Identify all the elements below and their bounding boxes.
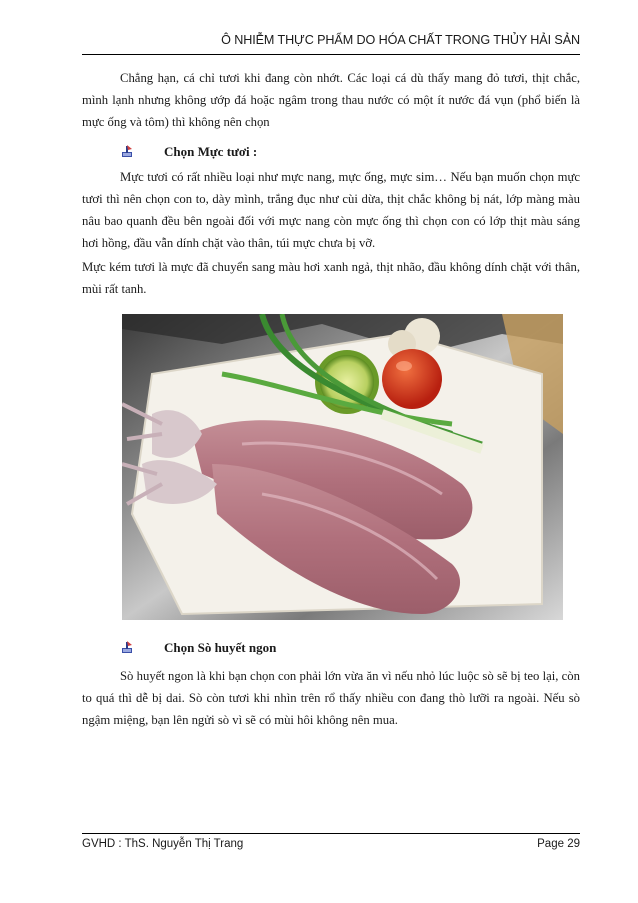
header-divider — [82, 54, 580, 55]
squid-heading — [120, 144, 257, 160]
squid-photo — [122, 314, 563, 620]
squid-paragraph-2: Mực kém tươi là mực đã chuyển sang màu hơi xanh ngả, thịt nhão, đầu không dính chặt với thân, mùi rất tanh. — [82, 260, 580, 296]
page-footer — [82, 838, 580, 850]
squid-paragraph-1: Mực tươi có rất nhiều loại như mực nang, mực ống, mực sim… Nếu bạn muốn chọn mực tươi thì nên chọn con to, dày mình, trắng đục như cùi dừa, thịt chắc không bị nát, lớp màng màu nâu bao quanh đều bên ngoài đối với mực nang còn mực ống thì chọn con có lớp thịt màu sáng hơi hồng, đầu vẫn dính chặt vào thân, túi mực chưa bị vỡ. — [82, 170, 580, 250]
cockle-heading — [120, 640, 276, 656]
footer-instructor: GVHD : ThS. Nguyễn Thị Trang — [82, 838, 244, 850]
squid-heading-text: Chọn Mực tươi : — [164, 144, 258, 159]
bullet-icon — [120, 144, 136, 160]
page-number: Page 29 — [537, 838, 580, 850]
cockle-heading-text: Chọn Sò huyết ngon — [164, 640, 277, 655]
page-header: Ô NHIỄM THỰC PHẨM DO HÓA CHẤT TRONG THỦY HẢI SẢN — [221, 33, 580, 47]
bullet-icon — [120, 640, 136, 656]
footer-divider — [82, 833, 580, 834]
cockle-paragraph: Sò huyết ngon là khi bạn chọn con phải lớn vừa ăn vì nếu nhỏ lúc luộc sò sẽ bị teo lại, còn to quá thì dễ bị dai. Sò còn tươi khi nhìn trên rổ thấy nhiều con đang thò lưỡi ra ngoài. Nếu sò ngậm miệng, bạn lên ngửi sò vì sẽ có mùi hôi không nên mua. — [82, 669, 580, 727]
intro-paragraph: Chẳng hạn, cá chỉ tươi khi đang còn nhớt. Các loại cá dù thấy mang đỏ tươi, thịt chắc, mình lạnh nhưng không ướp đá hoặc ngâm trong thau nước có một ít nước đá vụn (phổ biến là mực ống và tôm) thì không nên chọn — [82, 71, 580, 129]
